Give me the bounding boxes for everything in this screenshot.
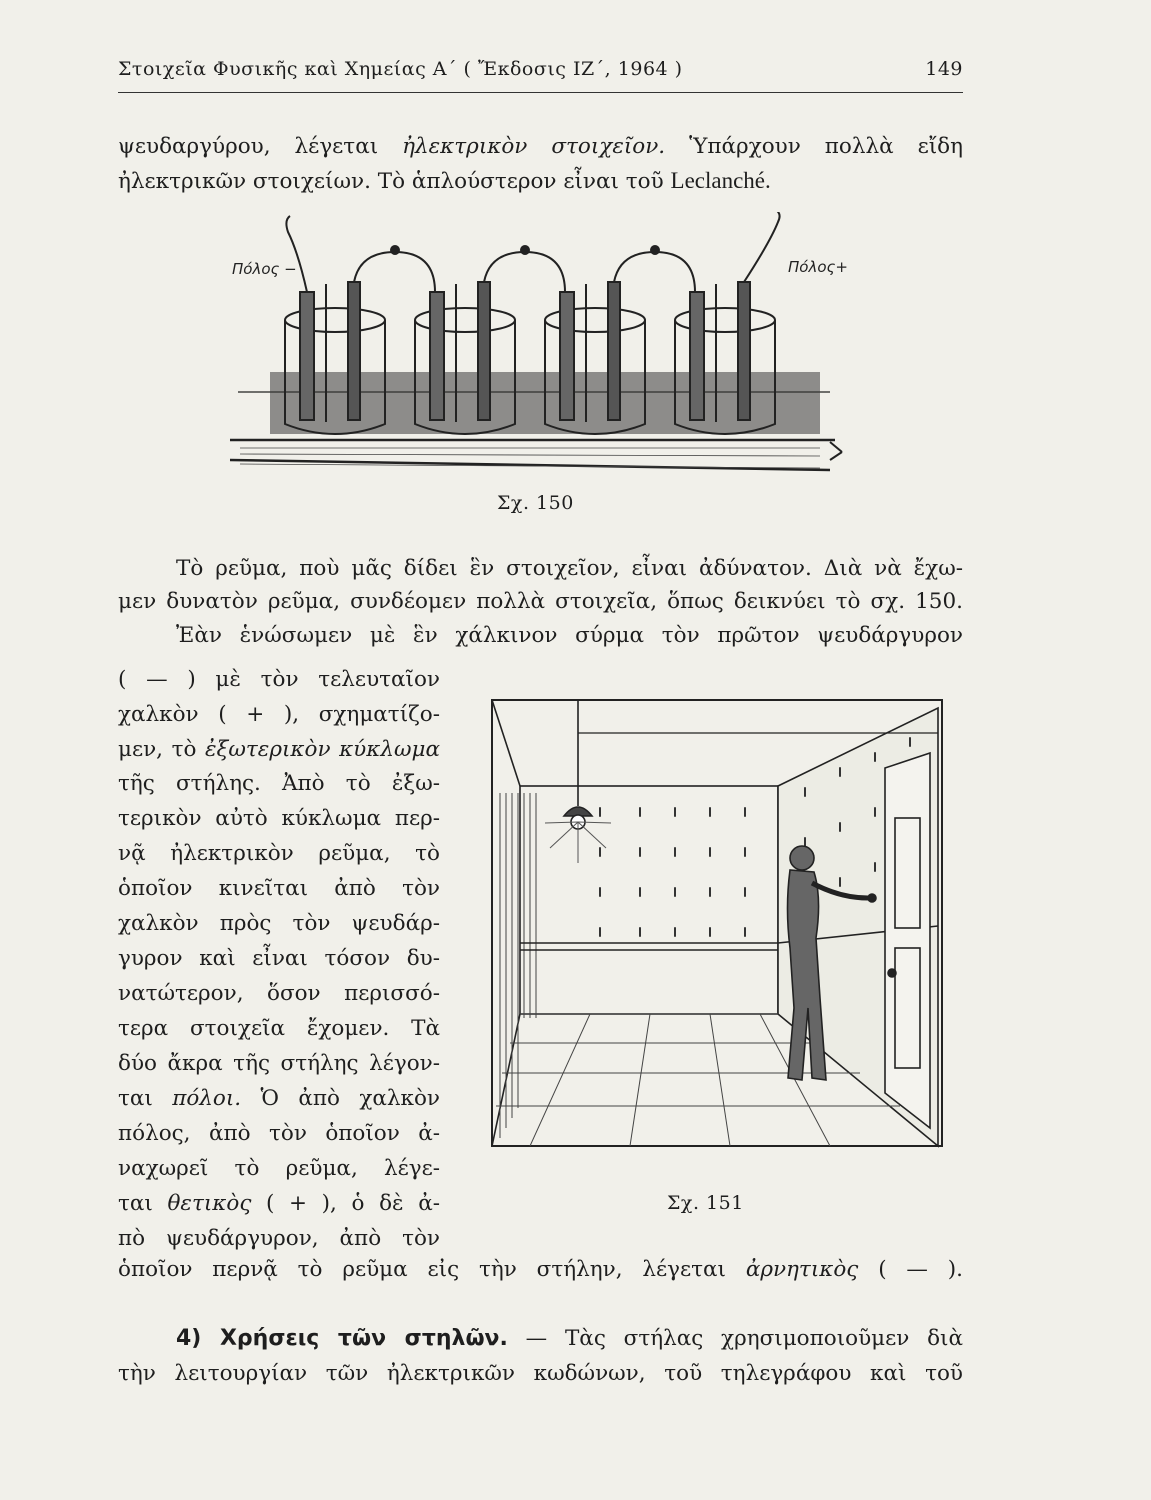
column-line-10: νατώτερον, ὅσον περισσό- bbox=[118, 981, 440, 1006]
paragraph2-line-1: Τὸ ρεῦμα, ποὺ μᾶς δίδει ἓν στοιχεῖον, εἶναι ἀδύνατον. Διὰ νὰ ἔχω- bbox=[176, 556, 963, 581]
column-line-9: γυρον καὶ εἶναι τόσον δυ- bbox=[118, 946, 440, 971]
figure-150-battery bbox=[230, 212, 850, 482]
closing-line: ὁποῖον περνᾷ τὸ ρεῦμα εἰς τὴν στήλην, λέγεται ἀρνητικὸς ( — ). bbox=[118, 1257, 963, 1282]
column-line-6: νᾷ ἠλεκτρικὸν ρεῦμα, τὸ bbox=[118, 841, 440, 866]
term-poles: πόλοι. bbox=[172, 1086, 242, 1111]
intro-line-1: ψευδαργύρου, λέγεται ἠλεκτρικὸν στοιχεῖον. Ὑπάρχουν πολλὰ εἴδη bbox=[118, 134, 964, 159]
label-negative-pole: Πόλος − bbox=[232, 260, 297, 278]
column-line-17: πὸ ψευδάργυρον, ἀπὸ τὸν bbox=[118, 1226, 440, 1251]
column-line-8: χαλκὸν πρὸς τὸν ψευδάρ- bbox=[118, 911, 440, 936]
intro-line-2: ἠλεκτρικῶν στοιχείων. Τὸ ἁπλούστερον εἶναι τοῦ Leclanché. bbox=[118, 168, 771, 194]
section4-line-1: 4) Χρήσεις τῶν στηλῶν. — Τὰς στήλας χρησιμοποιοῦμεν διὰ bbox=[176, 1326, 963, 1351]
term-external-circuit: ἐξωτερικὸν κύκλωμα bbox=[204, 737, 440, 762]
paragraph2-line-2: μεν δυνατὸν ρεῦμα, συνδέομεν πολλὰ στοιχεῖα, ὅπως δεικνύει τὸ σχ. 150. bbox=[118, 589, 963, 614]
column-line-15: ναχωρεῖ τὸ ρεῦμα, λέγε- bbox=[118, 1156, 440, 1181]
header-rule bbox=[118, 92, 963, 93]
column-line-2: χαλκὸν ( + ), σχηματίζο- bbox=[118, 702, 440, 727]
column-line-11: τερα στοιχεῖα ἔχομεν. Τὰ bbox=[118, 1016, 440, 1041]
column-line-7: ὁποῖον κινεῖται ἀπὸ τὸν bbox=[118, 876, 440, 901]
term-negative: ἀρνητικὸς bbox=[745, 1257, 859, 1282]
section4-heading: 4) Χρήσεις τῶν στηλῶν. bbox=[176, 1326, 508, 1351]
figure-150-caption: Σχ. 150 bbox=[497, 492, 574, 514]
column-line-4: τῆς στήλης. Ἀπὸ τὸ ἐξω- bbox=[118, 771, 440, 796]
figure-151-caption: Σχ. 151 bbox=[667, 1192, 744, 1214]
paragraph2-line-3: Ἐὰν ἑνώσωμεν μὲ ἓν χάλκινον σύρμα τὸν πρῶτον ψευδάργυρον bbox=[176, 623, 963, 648]
section4-line-2: τὴν λειτουργίαν τῶν ἠλεκτρικῶν κωδώνων, τοῦ τηλεγράφου καὶ τοῦ bbox=[118, 1361, 963, 1386]
column-line-3: μεν, τὸ ἐξωτερικὸν κύκλωμα bbox=[118, 737, 440, 762]
column-line-1: ( — ) μὲ τὸν τελευταῖον bbox=[118, 667, 440, 692]
column-line-5: τερικὸν αὐτὸ κύκλωμα περ- bbox=[118, 806, 440, 831]
term-electric-cell: ἠλεκτρικὸν στοιχεῖον. bbox=[402, 134, 666, 159]
column-line-12: δύο ἄκρα τῆς στήλης λέγον- bbox=[118, 1051, 440, 1076]
column-line-14: πόλος, ἀπὸ τὸν ὁποῖον ἀ- bbox=[118, 1121, 440, 1146]
book-title: Στοιχεῖα Φυσικῆς καὶ Χημείας Α΄ ( Ἔκδοσις ΙΖ΄, 1964 ) bbox=[118, 58, 683, 80]
column-line-16: ται θετικὸς ( + ), ὁ δὲ ἀ- bbox=[118, 1191, 440, 1216]
leclanche-name: Leclanché. bbox=[670, 168, 771, 193]
page-number: 149 bbox=[925, 58, 963, 80]
figure-151-room bbox=[490, 698, 946, 1158]
term-positive: θετικὸς bbox=[167, 1191, 252, 1216]
label-positive-pole: Πόλος+ bbox=[788, 258, 848, 276]
column-line-13: ται πόλοι. Ὁ ἀπὸ χαλκὸν bbox=[118, 1086, 440, 1111]
